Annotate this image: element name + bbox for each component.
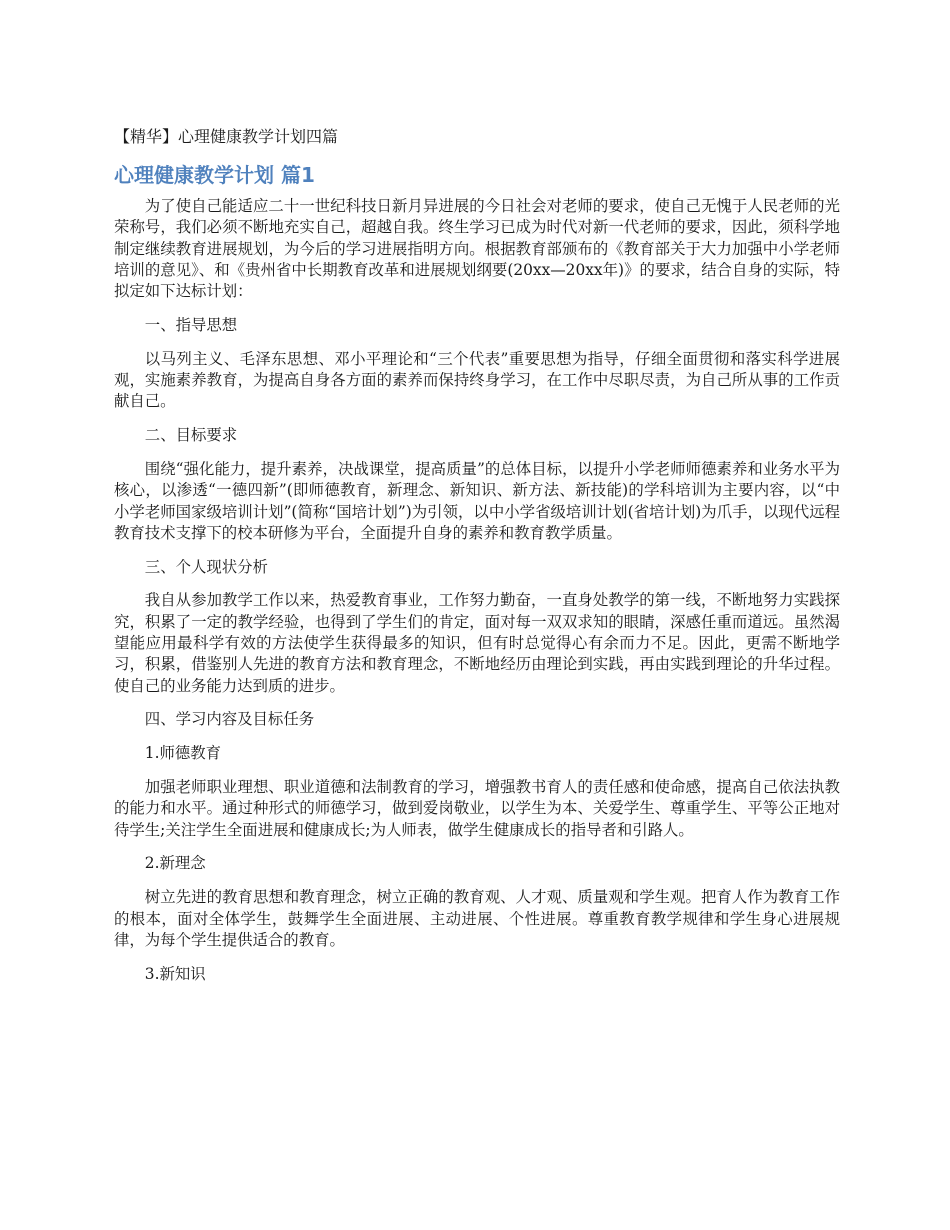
body-paragraph: 我自从参加教学工作以来，热爱教育事业，工作努力勤奋，一直身处教学的第一线，不断地努力实践探究，积累了一定的教学经验，也得到了学生们的肯定，面对每一双双求知的眼睛，深感任重而道远。虽然渴望能应用最科学有效的方法使学生获得最多的知识，但有时总觉得心有余而力不足。因此，更需不断地学习，积累，借鉴别人先进的教育方法和教育理念，不断地经历由理论到实践，再由实践到理论的升华过程。使自己的业务能力达到质的进步。 — [114, 591, 840, 695]
body-paragraph: 围绕“强化能力，提升素养，决战课堂，提高质量”的总体目标，以提升小学老师师德素养和业务水平为核心，以渗透“一德四新”(即师德教育，新理念、新知识、新方法、新技能)的学科培训为主要内容，以“中小学老师国家级培训计划”(简称“国培计划”)为引领，以中小学省级培训计划(省培计划)为爪手，以现代远程教育技术支撑下的校本研修为平台，全面提升自身的素养和教育教学质量。 — [114, 459, 840, 542]
body-paragraph: 为了使自己能适应二十一世纪科技日新月异进展的今日社会对老师的要求，使自己无愧于人民老师的光荣称号，我们必须不断地充实自己，超越自我。终生学习已成为时代对新一代老师的要求，因此，须科学地制定继续教育进展规划，为今后的学习进展指明方向。根据教育部颁布的《教育部关于大力加强中小学老师培训的意见》、和《贵州省中长期教育改革和进展规划纲要(20xx—20xx年)》的要求，结合自身的实际，特拟定如下达标计划： — [114, 197, 840, 301]
subheading: 3.新知识 — [144, 964, 206, 983]
document-body — [114, 196, 840, 985]
subheading: 1.师德教育 — [144, 744, 222, 763]
document-page — [114, 124, 840, 997]
body-paragraph: 以马列主义、毛泽东思想、邓小平理论和“三个代表”重要思想为指导，仔细全面贯彻和落实科学进展观，实施素养教育，为提高自身各方面的素养而保持终身学习，在工作中尽职尽责，为自己所从事的工作贡献自己。 — [114, 349, 840, 411]
subheading: 四、学习内容及目标任务 — [144, 710, 315, 729]
subheading: 2.新理念 — [144, 854, 206, 873]
subheading: 一、指导思想 — [144, 315, 238, 334]
subheading: 二、目标要求 — [144, 426, 238, 445]
body-paragraph: 加强老师职业理想、职业道德和法制教育的学习，增强教书育人的责任感和使命感，提高自己依法执教的能力和水平。通过种形式的师德学习，做到爱岗敬业，以学生为本、关爱学生、尊重学生、平等公正地对待学生;关注学生全面进展和健康成长;为人师表，做学生健康成长的指导者和引路人。 — [114, 778, 840, 839]
subheading: 三、个人现状分析 — [144, 557, 268, 576]
body-paragraph: 树立先进的教育思想和教育理念，树立正确的教育观、人才观、质量观和学生观。把育人作为教育工作的根本，面对全体学生，鼓舞学生全面进展、主动进展、个性进展。尊重教育教学规律和学生身心进展规律，为每个学生提供适合的教育。 — [114, 888, 840, 949]
document-title: 【精华】心理健康教学计划四篇 — [114, 127, 339, 146]
section-heading: 心理健康教学计划 篇1 — [114, 163, 315, 187]
